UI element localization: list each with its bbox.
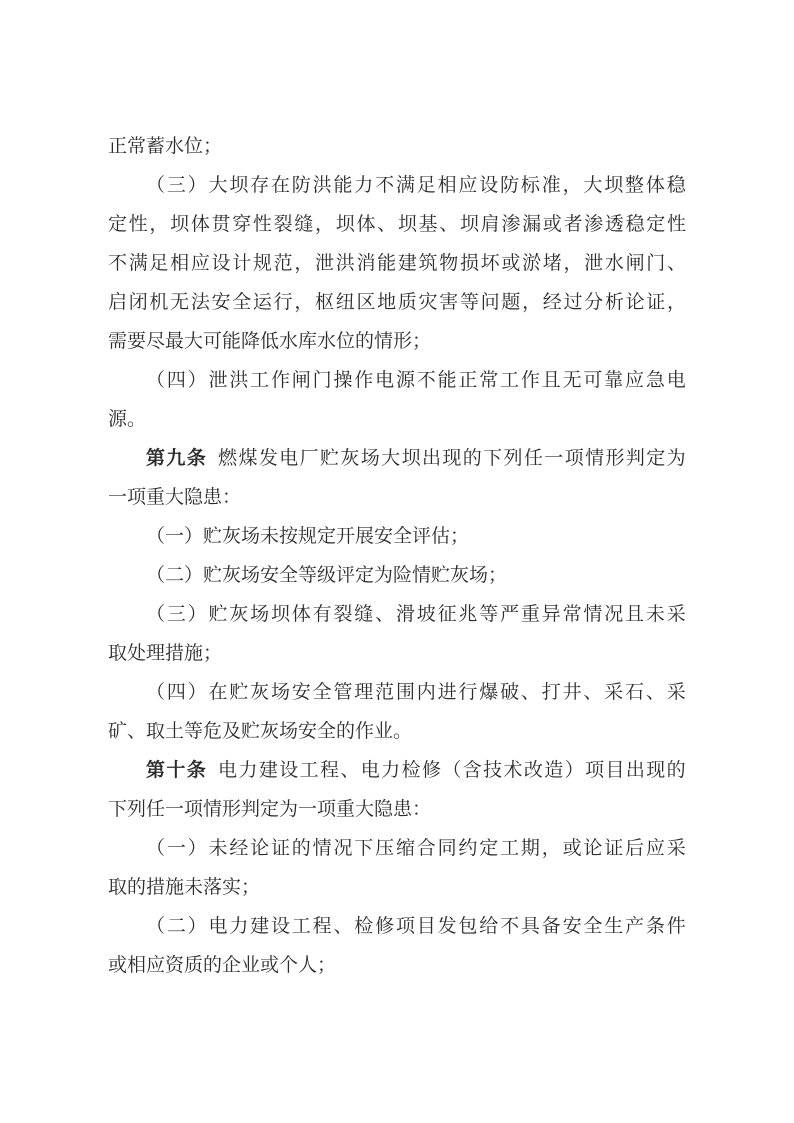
text-line: 取处理措施； bbox=[108, 643, 223, 664]
article-heading-line: 第 九 条 燃 煤 发 电 厂 贮 灰 场 大 坝 出 现 的 下 列 任 一 项 情 形 判 定 为 bbox=[146, 448, 686, 469]
text-line: 源。 bbox=[108, 409, 147, 430]
text-line: 矿、取土等危及贮灰场安全的作业。 bbox=[108, 721, 413, 742]
text-line: （二）贮灰场安全等级评定为险情贮灰场； bbox=[146, 565, 508, 586]
text-line: （一）贮灰场未按规定开展安全评估； bbox=[146, 526, 470, 547]
text-line: 一项重大隐患： bbox=[108, 487, 242, 508]
text-line: 下列任一项情形判定为一项重大隐患： bbox=[108, 799, 432, 820]
text-line: 定 性 ， 坝 体 贯 穿 性 裂 缝 ， 坝 体 、 坝 基 、 坝 肩 渗 漏 或 者 渗 透 稳 定 性 bbox=[108, 214, 686, 235]
text-line: 正常蓄水位； bbox=[108, 136, 223, 157]
text-line: （ 二 ） 电 力 建 设 工 程 、 检 修 项 目 发 包 给 不 具 备 安 全 生 产 条 件 bbox=[146, 916, 686, 937]
text-line: （ 三 ） 贮 灰 场 坝 体 有 裂 缝 、 滑 坡 征 兆 等 严 重 异 常 情 况 且 未 采 bbox=[146, 604, 686, 625]
document-body bbox=[108, 127, 686, 985]
text-line: 不 满 足 相 应 设 计 规 范 ， 泄 洪 消 能 建 筑 物 损 坏 或 淤 堵 ， 泄 水 闸 门 、 bbox=[108, 253, 686, 274]
text-line: （ 四 ） 泄 洪 工 作 闸 门 操 作 电 源 不 能 正 常 工 作 且 无 可 靠 应 急 电 bbox=[146, 370, 686, 391]
text-line: 取的措施未落实； bbox=[108, 877, 261, 898]
text-line: （ 一 ） 未 经 论 证 的 情 况 下 压 缩 合 同 约 定 工 期 ， 或 论 证 后 应 采 bbox=[146, 838, 686, 859]
text-line: （ 三 ） 大 坝 存 在 防 洪 能 力 不 满 足 相 应 设 防 标 准 ， 大 坝 整 体 稳 bbox=[146, 175, 686, 196]
text-line: 启 闭 机 无 法 安 全 运 行 ， 枢 纽 区 地 质 灾 害 等 问 题 ， 经 过 分 析 论 证 ， bbox=[108, 292, 686, 313]
text-line: 需要尽最大可能降低水库水位的情形； bbox=[108, 331, 432, 352]
text-line: （ 四 ） 在 贮 灰 场 安 全 管 理 范 围 内 进 行 爆 破 、 打 井 、 采 石 、 采 bbox=[146, 682, 686, 703]
article-heading-line: 第 十 条 电 力 建 设 工 程 、 电 力 检 修 （ 含 技 术 改 造 ） 项 目 出 现 的 bbox=[146, 760, 686, 781]
text-line: 或相应资质的企业或个人； bbox=[108, 955, 337, 976]
